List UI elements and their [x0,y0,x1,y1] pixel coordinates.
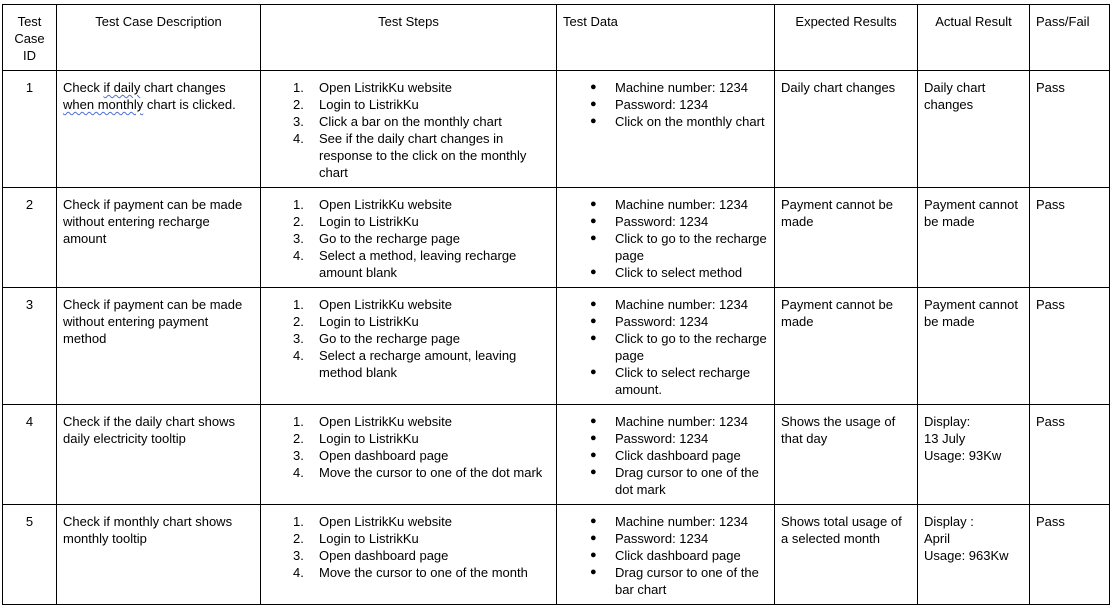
cell-test-case-id: 3 [3,288,57,405]
test-data-item [563,547,768,564]
description-text: chart is clicked. [143,97,236,112]
bullet-icon: ● [590,232,597,244]
header-test-steps: Test Steps [261,5,557,71]
step-text: Login to ListrikKu [319,97,419,112]
bullet-icon: ● [590,549,597,561]
step-text: Login to ListrikKu [319,531,419,546]
test-data-text: Password: 1234 [615,97,709,112]
actual-result-line: Display : [924,514,974,529]
test-data-text: Machine number: 1234 [615,414,748,429]
step-number: 4. [293,465,304,480]
table-body [3,71,1110,605]
actual-result-line: Daily chart changes [924,80,986,112]
cell-expected-results: Shows the usage of that day [775,405,918,505]
step-text: Go to the recharge page [319,231,460,246]
step-number: 3. [293,448,304,463]
actual-result-line: Payment cannot be made [924,197,1018,229]
description-text: if daily [103,80,141,95]
table-row [3,288,1110,405]
step-text: Open dashboard page [319,448,449,463]
bullet-icon: ● [590,466,597,478]
step-item [267,413,550,430]
step-number: 1. [293,414,304,429]
bullet-icon: ● [590,449,597,461]
cell-description: Check if payment can be made without entering payment method [57,288,261,405]
test-data-text: Click to select recharge amount. [615,365,751,397]
test-data-item [563,513,768,530]
step-item [267,113,550,130]
test-data-text: Click on the monthly chart [615,114,765,129]
step-text: Open ListrikKu website [319,514,452,529]
cell-test-steps [261,188,557,288]
step-number: 2. [293,431,304,446]
step-item [267,247,550,281]
test-data-text: Password: 1234 [615,214,709,229]
bullet-icon: ● [590,81,597,93]
step-item [267,230,550,247]
header-expected-results: Expected Results [775,5,918,71]
step-item [267,96,550,113]
step-number: 2. [293,214,304,229]
test-data-list [563,513,768,598]
step-number: 1. [293,514,304,529]
test-data-text: Click dashboard page [615,448,741,463]
test-data-text: Click dashboard page [615,548,741,563]
step-text: Login to ListrikKu [319,314,419,329]
test-data-text: Machine number: 1234 [615,297,748,312]
step-text: Click a bar on the monthly chart [319,114,502,129]
header-test-case-id: Test Case ID [3,5,57,71]
bullet-icon: ● [590,198,597,210]
description-text: chart changes [140,80,226,95]
test-data-item [563,313,768,330]
test-data-item [563,464,768,498]
cell-description: Check if payment can be made without entering recharge amount [57,188,261,288]
cell-test-case-id: 4 [3,405,57,505]
header-pass-fail: Pass/Fail [1030,5,1110,71]
test-data-list [563,296,768,398]
step-item [267,213,550,230]
cell-pass-fail: Pass [1030,405,1110,505]
step-number: 1. [293,197,304,212]
test-data-text: Click to select method [615,265,743,280]
test-data-text: Password: 1234 [615,431,709,446]
cell-test-steps [261,288,557,405]
step-item [267,130,550,181]
test-data-item [563,96,768,113]
step-text: Select a recharge amount, leaving method blank [319,348,517,380]
step-number: 3. [293,548,304,563]
test-data-item [563,196,768,213]
test-data-text: Machine number: 1234 [615,514,748,529]
cell-pass-fail: Pass [1030,288,1110,405]
cell-test-case-id: 2 [3,188,57,288]
test-data-item [563,564,768,598]
bullet-icon: ● [590,432,597,444]
step-number: 4. [293,131,304,146]
bullet-icon: ● [590,315,597,327]
actual-result-line: Usage: 93Kw [924,448,1002,463]
test-case-table [2,4,1110,605]
step-number: 4. [293,248,304,263]
step-item [267,513,550,530]
step-item [267,79,550,96]
test-data-item [563,264,768,281]
step-item [267,430,550,447]
cell-test-data [557,188,775,288]
cell-expected-results: Payment cannot be made [775,288,918,405]
step-text: Login to ListrikKu [319,214,419,229]
step-text: Open ListrikKu website [319,297,452,312]
step-text: Open ListrikKu website [319,414,452,429]
bullet-icon: ● [590,332,597,344]
step-item [267,196,550,213]
bullet-icon: ● [590,266,597,278]
step-text: Move the cursor to one of the dot mark [319,465,543,480]
actual-result-line: Usage: 963Kw [924,548,1009,563]
bullet-icon: ● [590,366,597,378]
cell-test-case-id: 5 [3,505,57,605]
steps-list [267,196,550,281]
step-text: Open dashboard page [319,548,449,563]
test-data-text: Click to go to the recharge page [615,231,767,263]
test-data-item [563,413,768,430]
test-data-text: Password: 1234 [615,314,709,329]
cell-test-data [557,71,775,188]
steps-list [267,79,550,181]
step-item [267,347,550,381]
step-text: Move the cursor to one of the month [319,565,528,580]
step-text: Open ListrikKu website [319,197,452,212]
steps-list [267,513,550,581]
test-data-item [563,430,768,447]
test-data-item [563,447,768,464]
test-data-list [563,79,768,130]
cell-actual-result [918,405,1030,505]
cell-test-steps [261,71,557,188]
test-data-item [563,230,768,264]
header-actual-result: Actual Result [918,5,1030,71]
cell-expected-results: Shows total usage of a selected month [775,505,918,605]
step-number: 1. [293,80,304,95]
bullet-icon: ● [590,115,597,127]
bullet-icon: ● [590,566,597,578]
step-text: See if the daily chart changes in response to the click on the monthly chart [319,131,527,180]
test-data-text: Click to go to the recharge page [615,331,767,363]
header-test-data: Test Data [557,5,775,71]
cell-description [57,71,261,188]
cell-description: Check if the daily chart shows daily electricity tooltip [57,405,261,505]
cell-description: Check if monthly chart shows monthly tooltip [57,505,261,605]
cell-test-steps [261,405,557,505]
step-item [267,530,550,547]
bullet-icon: ● [590,298,597,310]
test-data-item [563,530,768,547]
test-data-item [563,296,768,313]
test-data-text: Drag cursor to one of the dot mark [615,465,759,497]
description-text: when monthly [63,97,144,112]
step-item [267,330,550,347]
step-number: 3. [293,231,304,246]
cell-actual-result [918,288,1030,405]
step-item [267,564,550,581]
cell-expected-results: Payment cannot be made [775,188,918,288]
header-row [3,5,1110,71]
step-item [267,447,550,464]
cell-pass-fail: Pass [1030,188,1110,288]
cell-actual-result [918,505,1030,605]
step-item [267,547,550,564]
test-data-text: Machine number: 1234 [615,197,748,212]
test-data-text: Password: 1234 [615,531,709,546]
step-item [267,464,550,481]
actual-result-line: April [924,531,951,546]
bullet-icon: ● [590,98,597,110]
step-text: Login to ListrikKu [319,431,419,446]
step-number: 2. [293,97,304,112]
step-item [267,296,550,313]
bullet-icon: ● [590,415,597,427]
step-number: 2. [293,314,304,329]
actual-result-line: Payment cannot be made [924,297,1018,329]
steps-list [267,296,550,381]
table-row [3,505,1110,605]
test-data-item [563,330,768,364]
actual-result-line: Display: [924,414,971,429]
steps-list [267,413,550,481]
test-data-item [563,213,768,230]
table-row [3,188,1110,288]
table-row [3,71,1110,188]
cell-test-case-id: 1 [3,71,57,188]
test-data-list [563,196,768,281]
header-description: Test Case Description [57,5,261,71]
step-number: 4. [293,348,304,363]
description-text: Check [63,80,104,95]
step-item [267,313,550,330]
bullet-icon: ● [590,515,597,527]
step-number: 3. [293,331,304,346]
test-data-text: Drag cursor to one of the bar chart [615,565,759,597]
step-number: 2. [293,531,304,546]
cell-pass-fail: Pass [1030,505,1110,605]
step-number: 4. [293,565,304,580]
step-text: Go to the recharge page [319,331,460,346]
bullet-icon: ● [590,215,597,227]
cell-test-steps [261,505,557,605]
cell-actual-result [918,188,1030,288]
step-number: 3. [293,114,304,129]
step-text: Select a method, leaving recharge amount blank [319,248,517,280]
step-text: Open ListrikKu website [319,80,452,95]
test-data-item [563,79,768,96]
test-data-item [563,113,768,130]
table-row [3,405,1110,505]
test-data-text: Machine number: 1234 [615,80,748,95]
bullet-icon: ● [590,532,597,544]
cell-expected-results: Daily chart changes [775,71,918,188]
cell-pass-fail: Pass [1030,71,1110,188]
actual-result-line: 13 July [924,431,966,446]
test-data-item [563,364,768,398]
cell-test-data [557,288,775,405]
cell-actual-result [918,71,1030,188]
cell-test-data [557,505,775,605]
step-number: 1. [293,297,304,312]
test-data-list [563,413,768,498]
cell-test-data [557,405,775,505]
